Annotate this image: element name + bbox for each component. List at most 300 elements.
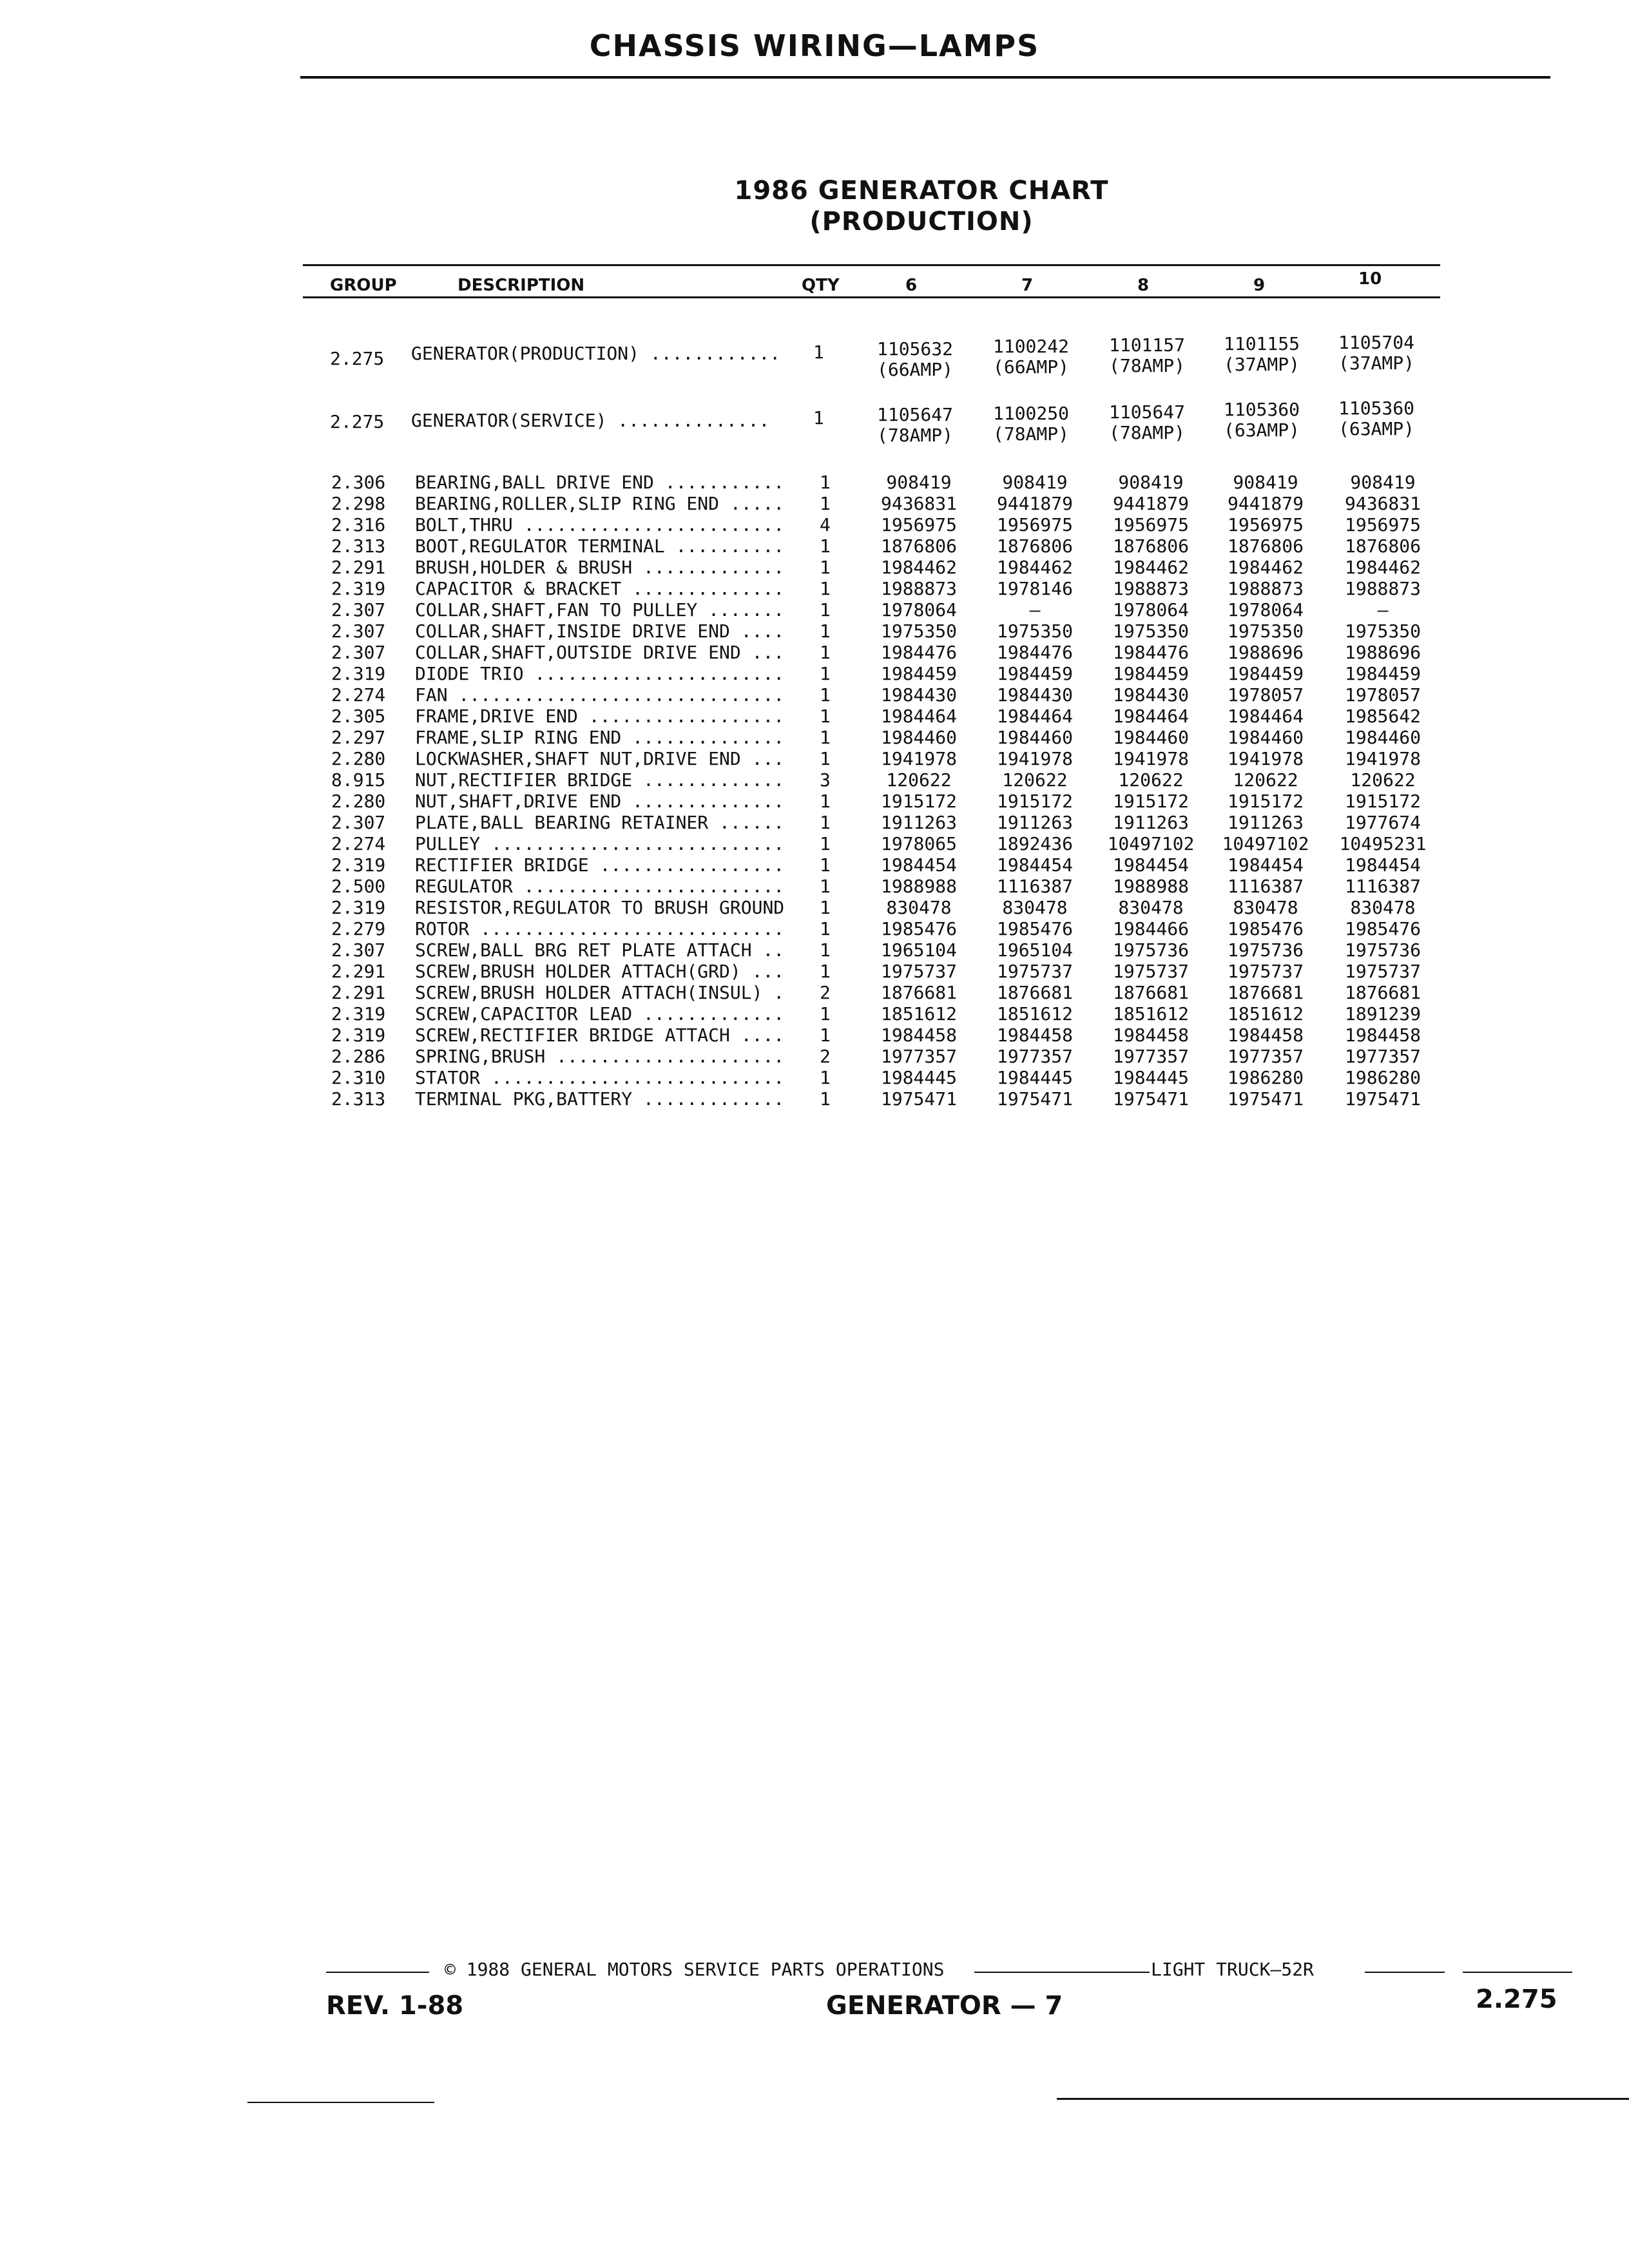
part-number-col-7: 1984464 (996, 706, 1073, 727)
part-number-col-8: 1975350 (1112, 620, 1189, 642)
part-number-col-8: 10497102 (1107, 833, 1195, 854)
group-code: 2.280 (331, 791, 386, 812)
part-number-col-6: 1977357 (880, 1046, 957, 1067)
part-qty: 1 (813, 341, 824, 363)
part-qty: 3 (820, 769, 831, 791)
part-qty: 1 (820, 535, 831, 557)
part-number-col-6: 1941978 (880, 748, 957, 769)
part-number-col-6: 1911263 (880, 812, 957, 833)
part-description: SCREW,BALL BRG RET PLATE ATTACH .. (415, 939, 785, 961)
header-col-7: 7 (1021, 276, 1034, 295)
part-number-col-7: 1876806 (996, 535, 1073, 557)
footer-copyright: © 1988 GENERAL MOTORS SERVICE PARTS OPERATIONS (445, 1959, 945, 1980)
part-description: REGULATOR ........................ (415, 876, 785, 897)
part-number-col-6: 1978064 (880, 599, 957, 620)
part-qty: 1 (820, 642, 831, 663)
table-row (0, 472, 1629, 493)
part-number-col-7: 1851612 (996, 1003, 1073, 1024)
group-code: 2.275 (330, 411, 385, 432)
part-number-col-6: 1984464 (880, 706, 957, 727)
footer-rule-mid (974, 1972, 1150, 1973)
part-number-col-8: 1984462 (1112, 557, 1189, 578)
part-number-col-9: 1984460 (1227, 727, 1304, 748)
part-number-col-9: 1985476 (1227, 918, 1304, 939)
part-number-col-10: 1985642 (1344, 706, 1421, 727)
part-number-col-8: 1988988 (1112, 876, 1189, 897)
group-code: 2.319 (331, 578, 386, 599)
part-number-col-6: 1984476 (880, 642, 957, 663)
part-qty: 1 (820, 706, 831, 727)
part-qty: 1 (820, 812, 831, 833)
part-number-col-9: 1986280 (1227, 1067, 1304, 1088)
part-qty: 1 (820, 854, 831, 876)
part-number-col-9: 1978057 (1227, 684, 1304, 706)
part-number-col-6: 1978065 (880, 833, 957, 854)
table-row (0, 684, 1629, 706)
group-code: 2.500 (331, 876, 386, 897)
table-row (0, 514, 1629, 535)
part-number-col-10: 1915172 (1344, 791, 1421, 812)
part-qty: 1 (820, 472, 831, 493)
cell-col-10 (1318, 332, 1434, 374)
part-number-col-7: 1984459 (996, 663, 1073, 684)
part-qty: 1 (820, 599, 831, 620)
part-number-col-9: 1851612 (1227, 1003, 1304, 1024)
part-qty: 2 (820, 1046, 831, 1067)
part-number-col-8: 1978064 (1112, 599, 1189, 620)
part-number-col-7: 1975350 (996, 620, 1073, 642)
group-code: 2.307 (331, 599, 386, 620)
part-number-col-9: 1876806 (1227, 535, 1304, 557)
table-row (0, 1024, 1629, 1046)
group-code: 2.291 (331, 557, 386, 578)
part-number-col-8: 1988873 (1112, 578, 1189, 599)
part-number-col-7: 9441879 (996, 493, 1073, 514)
bottom-rule-right (1057, 2098, 1629, 2100)
part-number-col-8: 1975471 (1112, 1088, 1189, 1110)
table-row (0, 620, 1629, 642)
group-code: 2.275 (330, 348, 385, 369)
part-number-col-9: 1975471 (1227, 1088, 1304, 1110)
table-row (0, 663, 1629, 684)
part-number-col-6: 1915172 (880, 791, 957, 812)
part-number-col-8: 1876806 (1112, 535, 1189, 557)
part-number: 1101157 (1108, 334, 1185, 356)
part-number-col-6: 1975737 (880, 961, 957, 982)
part-number-col-9: 10497102 (1222, 833, 1309, 854)
part-number-col-6: 1988873 (880, 578, 957, 599)
part-number-col-6: 1876806 (880, 535, 957, 557)
part-number: 1105704 (1338, 332, 1414, 353)
part-description: COLLAR,SHAFT,OUTSIDE DRIVE END ... (415, 642, 785, 663)
part-number-col-7: 1984445 (996, 1067, 1073, 1088)
table-row (0, 939, 1629, 961)
part-number-col-7: 1984476 (996, 642, 1073, 663)
group-code: 2.319 (331, 663, 386, 684)
table-row (0, 1046, 1629, 1067)
group-code: 2.291 (331, 982, 386, 1003)
amp-rating: (37AMP) (1338, 352, 1414, 374)
part-number-col-8: 1984460 (1112, 727, 1189, 748)
part-number-col-10: — (1377, 599, 1389, 620)
part-number-col-7: 908419 (1002, 472, 1068, 493)
part-number-col-7: 1956975 (996, 514, 1073, 535)
part-qty: 1 (820, 1003, 831, 1024)
part-number-col-7: 830478 (1002, 897, 1068, 918)
part-qty: 1 (820, 620, 831, 642)
cell-col-6 (857, 405, 973, 446)
part-qty: 1 (820, 493, 831, 514)
part-number-col-6: 1984430 (880, 684, 957, 706)
part-number-col-10: 1975350 (1344, 620, 1421, 642)
part-number-col-8: 1984466 (1112, 918, 1189, 939)
part-description: SPRING,BRUSH ..................... (415, 1046, 785, 1067)
part-description: BOLT,THRU ........................ (415, 514, 785, 535)
part-number-col-7: 1975471 (996, 1088, 1073, 1110)
part-qty: 1 (820, 748, 831, 769)
part-number-col-8: 1984430 (1112, 684, 1189, 706)
part-description: DIODE TRIO ....................... (415, 663, 785, 684)
part-number-col-9: 1984462 (1227, 557, 1304, 578)
bottom-rule-left (247, 2102, 434, 2103)
part-description: BEARING,BALL DRIVE END ........... (415, 472, 785, 493)
part-number-col-8: 1984445 (1112, 1067, 1189, 1088)
part-number-col-8: 1984464 (1112, 706, 1189, 727)
part-number-col-10: 1978057 (1344, 684, 1421, 706)
part-qty: 1 (820, 897, 831, 918)
amp-rating: (66AMP) (876, 359, 953, 380)
part-number-col-9: 1975736 (1227, 939, 1304, 961)
amp-rating: (66AMP) (992, 356, 1069, 378)
footer-rule-left (326, 1972, 429, 1973)
part-number-col-7: 1984458 (996, 1024, 1073, 1046)
part-qty: 4 (820, 514, 831, 535)
part-qty: 1 (820, 939, 831, 961)
part-qty: 1 (820, 1088, 831, 1110)
part-number-col-7: 1876681 (996, 982, 1073, 1003)
table-row (0, 535, 1629, 557)
part-number-col-9: 1975350 (1227, 620, 1304, 642)
part-number: 1100242 (992, 336, 1069, 357)
part-number-col-9: 1915172 (1227, 791, 1304, 812)
part-number-col-8: 1977357 (1112, 1046, 1189, 1067)
group-code: 8.915 (331, 769, 386, 791)
part-number-col-7: 1984460 (996, 727, 1073, 748)
part-number-col-10: 908419 (1350, 472, 1416, 493)
part-number-col-9: 1984459 (1227, 663, 1304, 684)
part-qty: 1 (820, 876, 831, 897)
part-number-col-7: 1977357 (996, 1046, 1073, 1067)
part-description: PLATE,BALL BEARING RETAINER ...... (415, 812, 785, 833)
footer-series: LIGHT TRUCK—52R (1151, 1959, 1314, 1980)
cell-col-8 (1089, 335, 1205, 376)
part-number-col-10: 830478 (1350, 897, 1416, 918)
chart-title-block (644, 175, 1199, 237)
part-number-col-7: 1915172 (996, 791, 1073, 812)
group-code: 2.274 (331, 684, 386, 706)
part-qty: 1 (820, 918, 831, 939)
part-qty: 1 (820, 961, 831, 982)
part-description: FRAME,DRIVE END .................. (415, 706, 785, 727)
part-number-col-9: 1978064 (1227, 599, 1304, 620)
part-number-col-10: 1116387 (1344, 876, 1421, 897)
part-number: 1105360 (1223, 399, 1300, 420)
part-number-col-8: 120622 (1118, 769, 1184, 791)
part-number-col-7: — (1029, 599, 1041, 620)
part-description: SCREW,BRUSH HOLDER ATTACH(INSUL) . (415, 982, 785, 1003)
cell-col-9 (1204, 399, 1320, 441)
table-row (0, 876, 1629, 897)
part-description: SCREW,RECTIFIER BRIDGE ATTACH .... (415, 1024, 785, 1046)
part-number-col-10: 1975737 (1344, 961, 1421, 982)
header-rule (303, 296, 1440, 298)
part-number-col-10: 120622 (1350, 769, 1416, 791)
table-row (0, 961, 1629, 982)
table-row (0, 332, 1629, 384)
part-number-col-7: 1984462 (996, 557, 1073, 578)
header-col-6: 6 (905, 276, 918, 295)
table-row (0, 1088, 1629, 1110)
group-code: 2.307 (331, 939, 386, 961)
part-number-col-8: 1941978 (1112, 748, 1189, 769)
part-number-col-7: 1941978 (996, 748, 1073, 769)
group-code: 2.298 (331, 493, 386, 514)
group-code: 2.291 (331, 961, 386, 982)
table-top-rule (303, 264, 1440, 266)
part-number-col-8: 1984476 (1112, 642, 1189, 663)
part-number-col-8: 908419 (1118, 472, 1184, 493)
part-number-col-7: 1911263 (996, 812, 1073, 833)
part-number-col-10: 1984459 (1344, 663, 1421, 684)
part-number-col-6: 1984462 (880, 557, 957, 578)
part-number-col-9: 1977357 (1227, 1046, 1304, 1067)
part-number-col-7: 1965104 (996, 939, 1073, 961)
part-description: BOOT,REGULATOR TERMINAL .......... (415, 535, 785, 557)
part-description: LOCKWASHER,SHAFT NUT,DRIVE END ... (415, 748, 785, 769)
part-number-col-6: 908419 (886, 472, 952, 493)
part-number-col-7: 1116387 (996, 876, 1073, 897)
table-row (0, 642, 1629, 663)
part-number-col-9: 830478 (1233, 897, 1298, 918)
part-qty: 1 (820, 791, 831, 812)
part-description: GENERATOR(SERVICE) .............. (411, 410, 770, 431)
header-group: GROUP (330, 276, 397, 295)
part-number: 1105647 (1108, 401, 1185, 423)
group-code: 2.297 (331, 727, 386, 748)
part-qty: 1 (820, 1024, 831, 1046)
parts-list (0, 472, 1629, 1110)
header-col-8: 8 (1137, 276, 1150, 295)
part-number-col-6: 1956975 (880, 514, 957, 535)
table-row (0, 1003, 1629, 1024)
amp-rating: (78AMP) (876, 425, 953, 446)
part-description: COLLAR,SHAFT,INSIDE DRIVE END .... (415, 620, 785, 642)
part-number-col-10: 1876806 (1344, 535, 1421, 557)
part-number-col-10: 1977357 (1344, 1046, 1421, 1067)
part-number-col-6: 1984445 (880, 1067, 957, 1088)
part-number-col-10: 1876681 (1344, 982, 1421, 1003)
part-number-col-6: 1988988 (880, 876, 957, 897)
part-number-col-9: 1116387 (1227, 876, 1304, 897)
group-code: 2.313 (331, 535, 386, 557)
part-number-col-10: 9436831 (1344, 493, 1421, 514)
group-code: 2.307 (331, 620, 386, 642)
amp-rating: (37AMP) (1223, 354, 1300, 375)
part-number-col-10: 10495231 (1339, 833, 1427, 854)
part-description: SCREW,BRUSH HOLDER ATTACH(GRD) ... (415, 961, 785, 982)
part-number-col-6: 1975350 (880, 620, 957, 642)
table-row (0, 833, 1629, 854)
part-qty: 1 (820, 557, 831, 578)
part-number-col-6: 1984460 (880, 727, 957, 748)
part-number-col-8: 1915172 (1112, 791, 1189, 812)
part-number-col-9: 1911263 (1227, 812, 1304, 833)
part-number-col-9: 1876681 (1227, 982, 1304, 1003)
part-number: 1100250 (992, 403, 1069, 424)
part-number-col-6: 1851612 (880, 1003, 957, 1024)
part-description: BRUSH,HOLDER & BRUSH ............. (415, 557, 785, 578)
part-number-col-9: 908419 (1233, 472, 1298, 493)
part-description: COLLAR,SHAFT,FAN TO PULLEY ....... (415, 599, 785, 620)
part-number-col-10: 1985476 (1344, 918, 1421, 939)
part-number-col-6: 1984459 (880, 663, 957, 684)
part-number-col-10: 1977674 (1344, 812, 1421, 833)
part-number-col-7: 1985476 (996, 918, 1073, 939)
group-code: 2.319 (331, 897, 386, 918)
part-qty: 1 (820, 833, 831, 854)
part-description: TERMINAL PKG,BATTERY ............. (415, 1088, 785, 1110)
part-description: ROTOR ............................ (415, 918, 785, 939)
part-number-col-6: 120622 (886, 769, 952, 791)
cell-col-6 (857, 339, 973, 380)
part-description: PULLEY ........................... (415, 833, 785, 854)
chart-title: 1986 GENERATOR CHART (734, 176, 1109, 206)
cell-col-8 (1089, 402, 1205, 443)
part-number-col-6: 1965104 (880, 939, 957, 961)
part-number-col-10: 1984458 (1344, 1024, 1421, 1046)
group-code: 2.279 (331, 918, 386, 939)
part-number-col-6: 830478 (886, 897, 952, 918)
part-description: SCREW,CAPACITOR LEAD ............. (415, 1003, 785, 1024)
group-code: 2.316 (331, 514, 386, 535)
part-number-col-8: 1911263 (1112, 812, 1189, 833)
part-number-col-7: 1975737 (996, 961, 1073, 982)
part-description: FAN .............................. (415, 684, 785, 706)
header-col-10: 10 (1358, 269, 1382, 289)
part-number-col-9: 1984454 (1227, 854, 1304, 876)
footer-rule-right (1365, 1972, 1445, 1973)
part-number-col-10: 1984454 (1344, 854, 1421, 876)
part-number-col-6: 1984454 (880, 854, 957, 876)
table-row (0, 557, 1629, 578)
table-row (0, 918, 1629, 939)
part-number-col-9: 9441879 (1227, 493, 1304, 514)
part-number-col-10: 1984462 (1344, 557, 1421, 578)
part-number-col-10: 1956975 (1344, 514, 1421, 535)
amp-rating: (78AMP) (1108, 355, 1185, 376)
part-number: 1105632 (876, 338, 953, 360)
table-row (0, 854, 1629, 876)
table-row (0, 493, 1629, 514)
part-number-col-8: 1956975 (1112, 514, 1189, 535)
part-number-col-8: 1984454 (1112, 854, 1189, 876)
part-number-col-9: 1956975 (1227, 514, 1304, 535)
cell-col-7 (973, 403, 1089, 445)
part-number: 1105360 (1338, 398, 1414, 419)
part-number-col-7: 1984454 (996, 854, 1073, 876)
part-number-col-10: 1941978 (1344, 748, 1421, 769)
part-qty: 1 (820, 727, 831, 748)
part-description: GENERATOR(PRODUCTION) ............ (411, 343, 781, 364)
part-number-col-6: 1984458 (880, 1024, 957, 1046)
part-number-col-10: 1891239 (1344, 1003, 1421, 1024)
part-number-col-6: 9436831 (880, 493, 957, 514)
amp-rating: (63AMP) (1223, 419, 1300, 441)
part-number-col-9: 120622 (1233, 769, 1298, 791)
part-number-col-10: 1984460 (1344, 727, 1421, 748)
header-col-9: 9 (1253, 276, 1266, 295)
chart-subtitle: (PRODUCTION) (809, 207, 1034, 236)
part-number-col-9: 1941978 (1227, 748, 1304, 769)
part-number-col-7: 120622 (1002, 769, 1068, 791)
group-code: 2.286 (331, 1046, 386, 1067)
table-row (0, 769, 1629, 791)
part-qty: 1 (820, 684, 831, 706)
amp-rating: (78AMP) (992, 423, 1069, 445)
part-number-col-10: 1988696 (1344, 642, 1421, 663)
part-number-col-10: 1975471 (1344, 1088, 1421, 1110)
part-qty: 1 (813, 407, 824, 428)
table-row (0, 398, 1629, 450)
part-description: RESISTOR,REGULATOR TO BRUSH GROUND (415, 897, 785, 918)
group-code: 2.307 (331, 812, 386, 833)
group-code: 2.307 (331, 642, 386, 663)
part-number-col-8: 830478 (1118, 897, 1184, 918)
header-description: DESCRIPTION (458, 276, 585, 295)
group-code: 2.319 (331, 1003, 386, 1024)
table-row (0, 1067, 1629, 1088)
cell-col-10 (1318, 398, 1434, 439)
part-number-col-6: 1985476 (880, 918, 957, 939)
part-number-col-6: 1975471 (880, 1088, 957, 1110)
group-code: 2.305 (331, 706, 386, 727)
cell-col-7 (973, 336, 1089, 378)
part-description: NUT,SHAFT,DRIVE END .............. (415, 791, 785, 812)
table-row (0, 578, 1629, 599)
group-code: 2.313 (331, 1088, 386, 1110)
table-row (0, 897, 1629, 918)
amp-rating: (78AMP) (1108, 422, 1185, 443)
group-code: 2.274 (331, 833, 386, 854)
part-number-col-6: 1876681 (880, 982, 957, 1003)
group-code: 2.310 (331, 1067, 386, 1088)
part-number-col-7: 1984430 (996, 684, 1073, 706)
part-number-col-8: 1984459 (1112, 663, 1189, 684)
page-title: CHASSIS WIRING—LAMPS (589, 28, 1040, 63)
group-code: 2.319 (331, 1024, 386, 1046)
part-number-col-8: 1975736 (1112, 939, 1189, 961)
part-number-col-10: 1986280 (1344, 1067, 1421, 1088)
part-number-col-9: 1984458 (1227, 1024, 1304, 1046)
header-qty: QTY (802, 276, 840, 295)
cell-col-9 (1204, 334, 1320, 375)
part-number-col-7: 1978146 (996, 578, 1073, 599)
part-number-col-9: 1988873 (1227, 578, 1304, 599)
part-number-col-10: 1988873 (1344, 578, 1421, 599)
part-number-col-7: 1892436 (996, 833, 1073, 854)
part-qty: 1 (820, 1067, 831, 1088)
part-qty: 1 (820, 663, 831, 684)
